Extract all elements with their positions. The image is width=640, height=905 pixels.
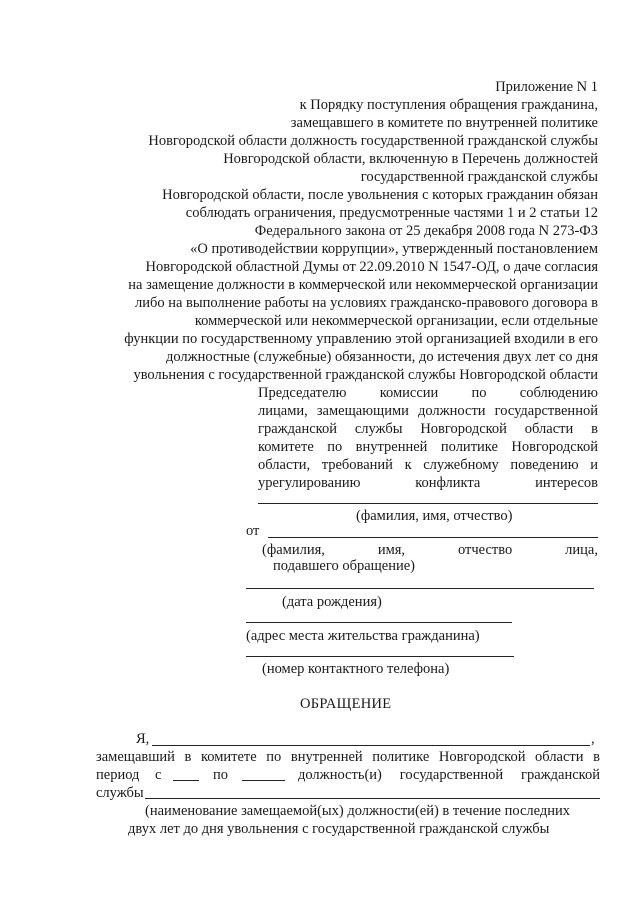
addressee-word: и <box>590 457 598 473</box>
ya-label: Я, <box>136 731 150 747</box>
position-line[interactable] <box>145 798 600 799</box>
addressee-word: государственной <box>494 403 598 419</box>
to-date-line[interactable] <box>242 780 285 781</box>
appendix-line: государственной гражданской службы <box>360 169 598 185</box>
addressee-word: по <box>327 439 343 455</box>
addressee-word: требований <box>321 457 393 473</box>
addressee-word: комиссии <box>379 385 439 401</box>
period-label: период <box>96 767 140 783</box>
appendix-line: к Порядку поступления обращения гражданина, <box>299 97 598 113</box>
body-word: области <box>535 749 584 765</box>
addressee-word: урегулированию <box>258 475 361 491</box>
fio-caption: (фамилия, имя, отчество) <box>356 508 513 524</box>
appendix-line: на замещение должности в коммерческой или некоммерческой организации <box>128 277 598 293</box>
addressee-word: служебному <box>423 457 499 473</box>
document-heading: ОБРАЩЕНИЕ <box>300 696 392 712</box>
addressee-word: конфликта <box>415 475 481 491</box>
from-date-line[interactable] <box>173 780 199 781</box>
addressee-word: области <box>524 421 574 437</box>
body-word: политике <box>372 749 430 765</box>
address-line[interactable] <box>246 622 512 623</box>
addressee-word: поведению <box>510 457 579 473</box>
addressee-line <box>258 456 598 474</box>
appendix-line: Федерального закона от 25 декабря 2008 года N 273-ФЗ <box>254 223 598 239</box>
appendix-line: Новгородской области должность государственной гражданской службы <box>148 133 598 149</box>
applicant-caption: (фамилия, имя, отчество лица, <box>262 542 598 558</box>
body-word: по <box>266 749 282 765</box>
addressee-word: лицами, <box>258 403 308 419</box>
addressee-word: к <box>404 457 412 473</box>
appendix-title: Приложение N 1 <box>495 79 598 95</box>
body-word: в <box>184 749 192 765</box>
addressee-word: в <box>591 421 598 437</box>
addressee-word: замещающими <box>316 403 409 419</box>
addressee-line <box>258 438 598 456</box>
position-caption-1: (наименование замещаемой(ых) должности(ей) в течение последних <box>145 803 571 819</box>
appendix-line: соблюдать ограничения, предусмотренные частями 1 и 2 статьи 12 <box>185 205 598 221</box>
appendix-line: коммерческой или некоммерческой организации, если отдельные <box>194 313 598 329</box>
appendix-line: увольнения с государственной гражданской службы Новгородской области <box>133 367 598 383</box>
appendix-line: замещавшего в комитете по внутренней политике <box>290 115 598 131</box>
addressee-word: гражданской <box>258 421 337 437</box>
body-word: гражданской <box>521 767 600 783</box>
position-caption-2: двух лет до дня увольнения с государственной гражданской службы <box>128 821 550 837</box>
birth-caption: (дата рождения) <box>282 594 382 610</box>
from-date-label: с <box>155 767 162 783</box>
addressee-line <box>258 474 598 492</box>
name-line[interactable] <box>152 745 590 746</box>
body-word: комитете <box>200 749 257 765</box>
address-caption: (адрес места жительства гражданина) <box>246 628 480 644</box>
addressee-word: Новгородской <box>420 421 507 437</box>
addressee-word: службы <box>354 421 403 437</box>
applicant-line[interactable] <box>268 537 598 538</box>
sluzhby-label: службы <box>96 785 144 801</box>
fio-line[interactable] <box>258 503 598 504</box>
addressee-word: внутренней <box>355 439 428 455</box>
body-word: замещавший <box>96 749 175 765</box>
appendix-line: либо на выполнение работы на условиях гражданско-правового договора в <box>134 295 598 311</box>
addressee-word: области, <box>258 457 311 473</box>
addressee-word: по <box>471 385 487 401</box>
body-word: внутренней <box>290 749 363 765</box>
body-word: в <box>593 749 600 765</box>
addressee-word: соблюдению <box>519 385 598 401</box>
applicant-caption-2: подавшего обращение) <box>273 558 416 574</box>
to-date-label: по <box>213 767 229 783</box>
appendix-line: должностные (служебные) обязанности, до истечения двух лет со дня <box>165 349 598 365</box>
addressee-line <box>258 420 598 438</box>
addressee-line <box>258 384 598 402</box>
addressee-word: должности <box>417 403 486 419</box>
appendix-line: Новгородской области, включенную в Перечень должностей <box>223 151 598 167</box>
addressee-word: комитете <box>258 439 314 455</box>
birth-line[interactable] <box>246 588 594 589</box>
addressee-word: интересов <box>535 475 598 491</box>
addressee-word: Новгородской <box>511 439 598 455</box>
addressee-word: Председателю <box>258 385 347 401</box>
comma: , <box>591 731 595 747</box>
appendix-line: «О противодействии коррупции», утвержденный постановлением <box>190 241 598 257</box>
appendix-line: Новгородской областной Думы от 22.09.2010 N 1547-ОД, о даче согласия <box>145 259 598 275</box>
body-word: государственной <box>399 767 504 783</box>
appendix-line: функции по государственному управлению этой организацией входили в его <box>124 331 598 347</box>
phone-line[interactable] <box>246 656 514 657</box>
body-word: должность(и) <box>298 767 382 783</box>
from-label: от <box>246 523 260 539</box>
appendix-line: Новгородской области, после увольнения с которых гражданин обязан <box>162 187 598 203</box>
addressee-word: политике <box>440 439 498 455</box>
phone-caption: (номер контактного телефона) <box>262 661 450 677</box>
addressee-line <box>258 402 598 420</box>
position-text <box>298 766 600 784</box>
body-word: Новгородской <box>438 749 526 765</box>
body-line-2 <box>96 748 600 766</box>
